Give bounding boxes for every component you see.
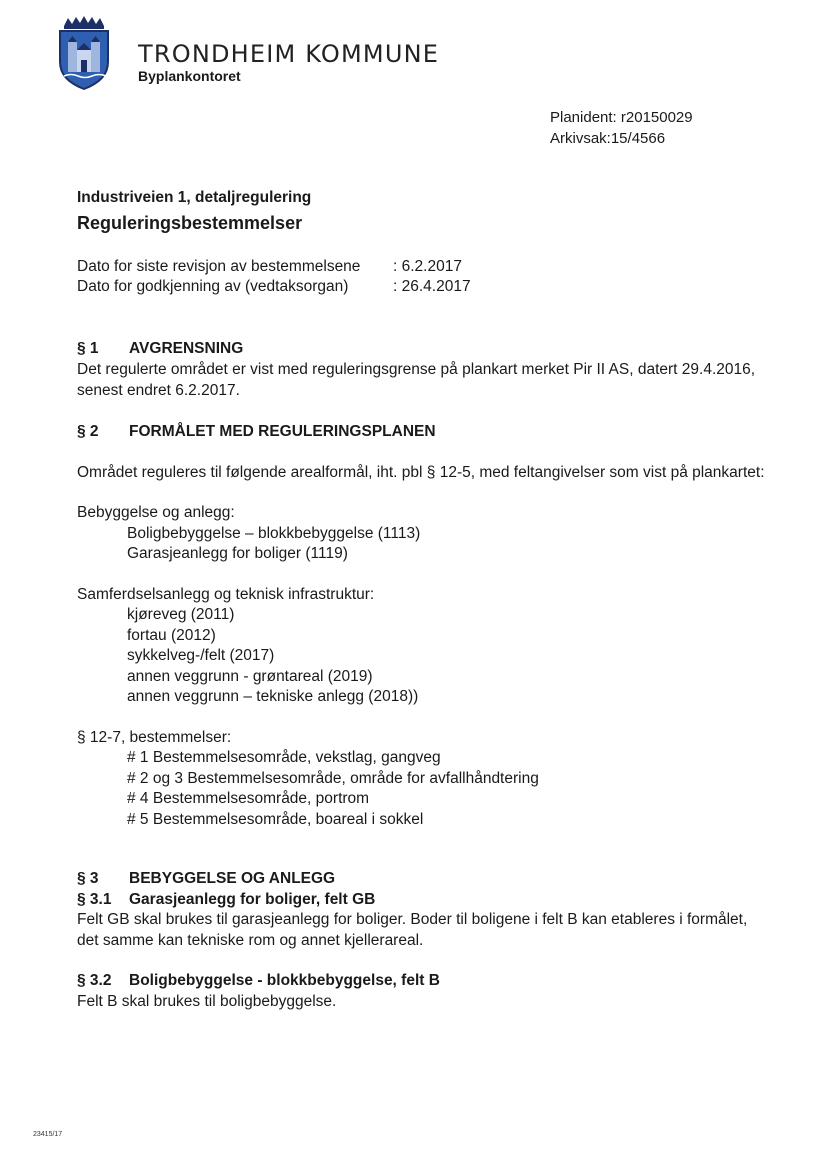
subsection-text: Felt GB skal brukes til garasjeanlegg for boliger. Boder til boligene i felt B kan etableres i formålet, det samme kan tekniske rom og annet kjellerareal. [77, 911, 748, 949]
subsection-text: Felt B skal brukes til boligbebyggelse. [77, 992, 337, 1010]
date-row [77, 257, 767, 278]
organization-name: TRONDHEIM KOMMUNE [138, 40, 440, 68]
date-label: Dato for godkjenning av (vedtaksorgan) [77, 278, 349, 295]
dates-block [77, 257, 767, 298]
purpose-list [77, 524, 767, 565]
footer-code: 23415/17 [33, 1131, 63, 1138]
list-item: kjøreveg (2011) [127, 606, 235, 623]
section-number: § 1 [77, 339, 99, 357]
list-item: # 1 Bestemmelsesområde, vekstlag, gangveg [127, 749, 441, 766]
subsection-title: Garasjeanlegg for boliger, felt GB [129, 890, 376, 908]
subsection-title: Boligbebyggelse - blokkbebyggelse, felt B [129, 972, 440, 989]
date-value: : 6.2.2017 [393, 257, 462, 275]
provision-list [77, 748, 767, 830]
subsection-heading [77, 890, 767, 911]
subsection-heading [77, 971, 767, 992]
group-label: Samferdselsanlegg og teknisk infrastruktur: [77, 585, 375, 603]
section-text: Det regulerte området er vist med reguleringsgrense på plankart merket Pir II AS, datert 29.4.2016, senest endret 6.2.2017. [77, 361, 756, 399]
section-title: AVGRENSNING [129, 339, 244, 357]
trondheim-coat-of-arms-icon [54, 16, 114, 90]
document-subtitle: Reguleringsbestemmelser [77, 212, 303, 233]
document-body [77, 188, 767, 1012]
date-label: Dato for siste revisjon av bestemmelsene [77, 257, 361, 275]
section-heading [77, 339, 767, 360]
section-number: § 2 [77, 423, 99, 440]
plan-ident: Planident: r20150029 [550, 109, 693, 126]
list-item: Boligbebyggelse – blokkbebyggelse (1113) [127, 524, 421, 542]
group-label: Bebyggelse og anlegg: [77, 504, 235, 521]
section-title: FORMÅLET MED REGULERINGSPLANEN [129, 423, 436, 440]
list-item: fortau (2012) [127, 626, 216, 644]
date-row [77, 277, 767, 298]
list-item: Garasjeanlegg for boliger (1119) [127, 545, 348, 562]
group-label: § 12-7, bestemmelser: [77, 728, 232, 746]
list-item: annen veggrunn - grøntareal (2019) [127, 667, 373, 685]
document-title: Industriveien 1, detaljregulering [77, 189, 312, 206]
list-item: sykkelveg-/felt (2017) [127, 647, 275, 664]
plan-identifier-block [550, 107, 693, 149]
subsection-number: § 3.1 [77, 890, 112, 908]
list-item: # 2 og 3 Bestemmelsesområde, område for avfallhåndtering [127, 769, 539, 787]
section-heading [77, 869, 767, 890]
subsection-number: § 3.2 [77, 972, 112, 989]
section-heading [77, 422, 767, 443]
list-item: # 5 Bestemmelsesområde, boareal i sokkel [127, 810, 424, 828]
section-intro: Området reguleres til følgende arealformål, iht. pbl § 12-5, med feltangivelser som vist på plankartet: [77, 463, 765, 481]
arkivsak: Arkivsak:15/4566 [550, 130, 666, 147]
date-value: : 26.4.2017 [393, 278, 471, 295]
purpose-list [77, 605, 767, 708]
list-item: # 4 Bestemmelsesområde, portrom [127, 790, 370, 807]
section-title: BEBYGGELSE OG ANLEGG [129, 870, 336, 887]
list-item: annen veggrunn – tekniske anlegg (2018)) [127, 688, 419, 705]
department-name: Byplankontoret [138, 68, 241, 84]
section-number: § 3 [77, 870, 99, 887]
